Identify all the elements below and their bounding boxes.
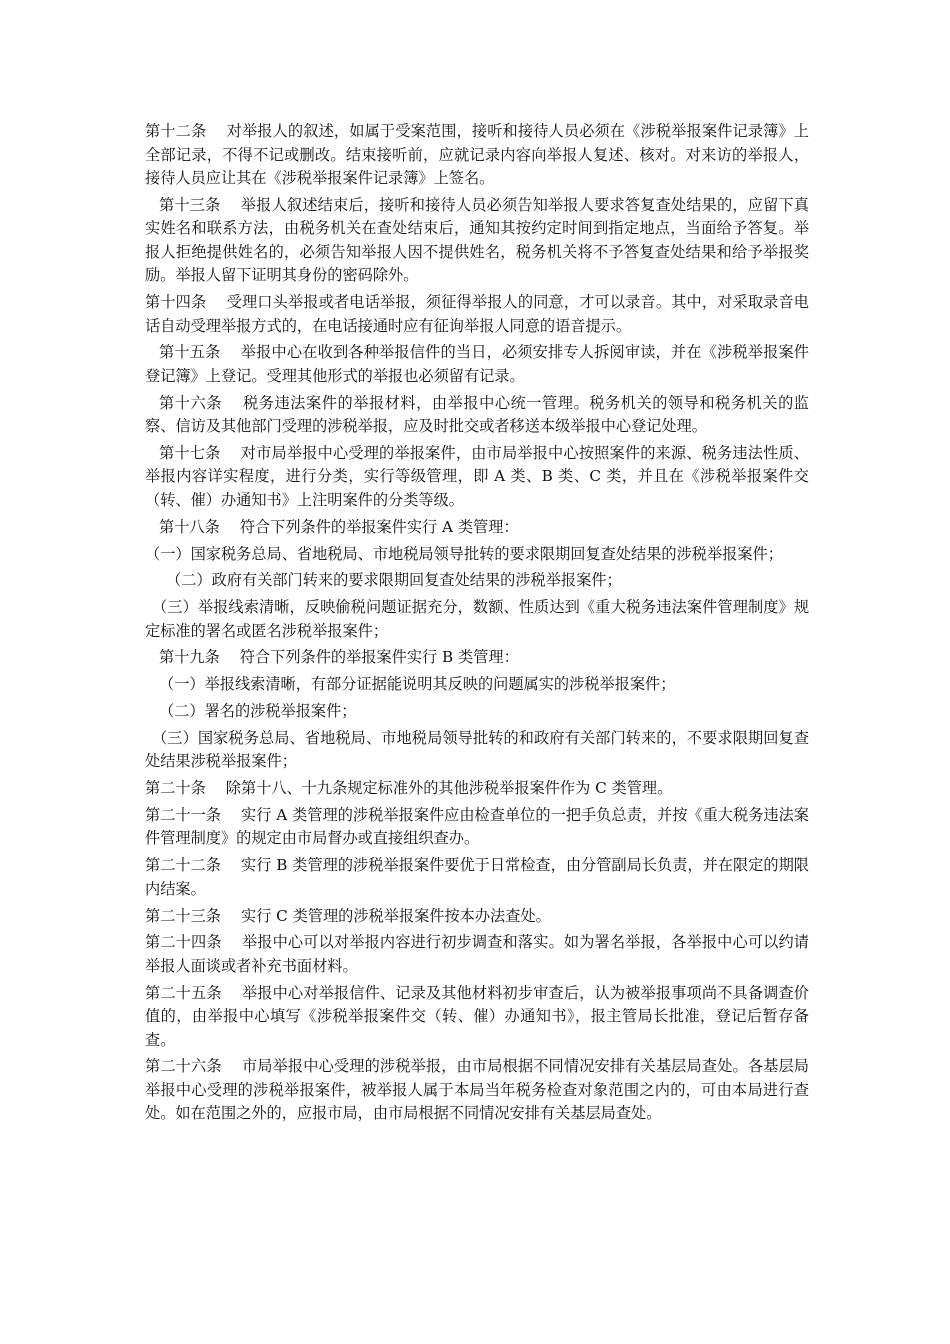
- article-13: 第十三条 举报人叙述结束后，接听和接待人员必须告知举报人要求答复查处结果的，应留下真实姓名和联系方法，由税务机关在查处结束后，通知其按约定时间到指定地点，当面给予答复。举报人拒绝提供姓名的，必须告知举报人因不提供姓名，税务机关将不予答复查处结果和给予举报奖励。举报人留下证明其身份的密码除外。: [145, 195, 809, 285]
- article-25: 第二十五条 举报中心对举报信件、记录及其他材料初步审查后，认为被举报事项尚不具备调查价值的，由举报中心填写《涉税举报案件交（转、催）办通知书》，报主管局长批准，登记后暂存备查。: [145, 983, 809, 1049]
- article-19-item-3: （三）国家税务总局、省地税局、市地税局领导批转的和政府有关部门转来的，不要求限期回复查处结果涉税举报案件；: [145, 728, 809, 771]
- article-18-item-2: （二）政府有关部门转来的要求限期回复查处结果的涉税举报案件；: [166, 571, 622, 590]
- article-19-item-1: （一）举报线索清晰，有部分证据能说明其反映的问题属实的涉税举报案件；: [159, 675, 676, 694]
- article-24: 第二十四条 举报中心可以对举报内容进行初步调查和落实。如为署名举报，各举报中心可以约请举报人面谈或者补充书面材料。: [145, 933, 809, 975]
- article-18: 第十八条 符合下列条件的举报案件实行 A 类管理：: [159, 517, 519, 536]
- article-12: 第十二条 对举报人的叙述，如属于受案范围，接听和接待人员必须在《涉税举报案件记录簿》上全部记录，不得不记或删改。结束接听前，应就记录内容向举报人复述、核对。对来访的举报人，接待人员应让其在《涉税举报案件记录簿》上签名。: [145, 122, 809, 187]
- article-16: 第十六条 税务违法案件的举报材料，由举报中心统一管理。税务机关的领导和税务机关的监察、信访及其他部门受理的涉税举报，应及时批交或者移送本级举报中心登记处理。: [145, 393, 809, 436]
- article-18-item-1: （一）国家税务总局、省地税局、市地税局领导批转的要求限期回复查处结果的涉税举报案件；: [145, 544, 783, 563]
- article-17: 第十七条 对市局举报中心受理的举报案件，由市局举报中心按照案件的来源、税务违法性质、举报内容详实程度，进行分类，实行等级管理，即 A 类、B 类、C 类，并且在《涉税举报案件交（转、催）办通知书》上注明案件的分类等级。: [145, 443, 809, 509]
- article-19-item-2: （二）署名的涉税举报案件；: [159, 702, 357, 721]
- article-21: 第二十一条 实行 A 类管理的涉税举报案件应由检查单位的一把手负总责，并按《重大税务违法案件管理制度》的规定由市局督办或直接组织查办。: [145, 805, 809, 848]
- article-26: 第二十六条 市局举报中心受理的涉税举报，由市局根据不同情况安排有关基层局查处。各基层局举报中心受理的涉税举报案件，被举报人属于本局当年税务检查对象范围之内的，可由本局进行查处。如在范围之外的，应报市局，由市局根据不同情况安排有关基层局查处。: [145, 1057, 809, 1123]
- article-23: 第二十三条 实行 C 类管理的涉税举报案件按本办法查处。: [145, 906, 551, 925]
- article-18-item-3: （三）举报线索清晰，反映偷税问题证据充分，数额、性质达到《重大税务违法案件管理制度》规定标准的署名或匿名涉税举报案件；: [145, 598, 809, 640]
- article-14: 第十四条 受理口头举报或者电话举报，须征得举报人的同意，才可以录音。其中，对采取录音电话自动受理举报方式的，在电话接通时应有征询举报人同意的语音提示。: [145, 293, 809, 335]
- document-page: [145, 120, 809, 1129]
- article-22: 第二十二条 实行 B 类管理的涉税举报案件要优于日常检查，由分管副局长负责，并在限定的期限内结案。: [145, 856, 809, 898]
- article-20: 第二十条 除第十八、十九条规定标准外的其他涉税举报案件作为 C 类管理。: [145, 779, 673, 798]
- article-15: 第十五条 举报中心在收到各种举报信件的当日，必须安排专人拆阅审读，并在《涉税举报案件登记簿》上登记。受理其他形式的举报也必须留有记录。: [145, 343, 809, 385]
- article-19: 第十九条 符合下列条件的举报案件实行 B 类管理：: [159, 648, 519, 667]
